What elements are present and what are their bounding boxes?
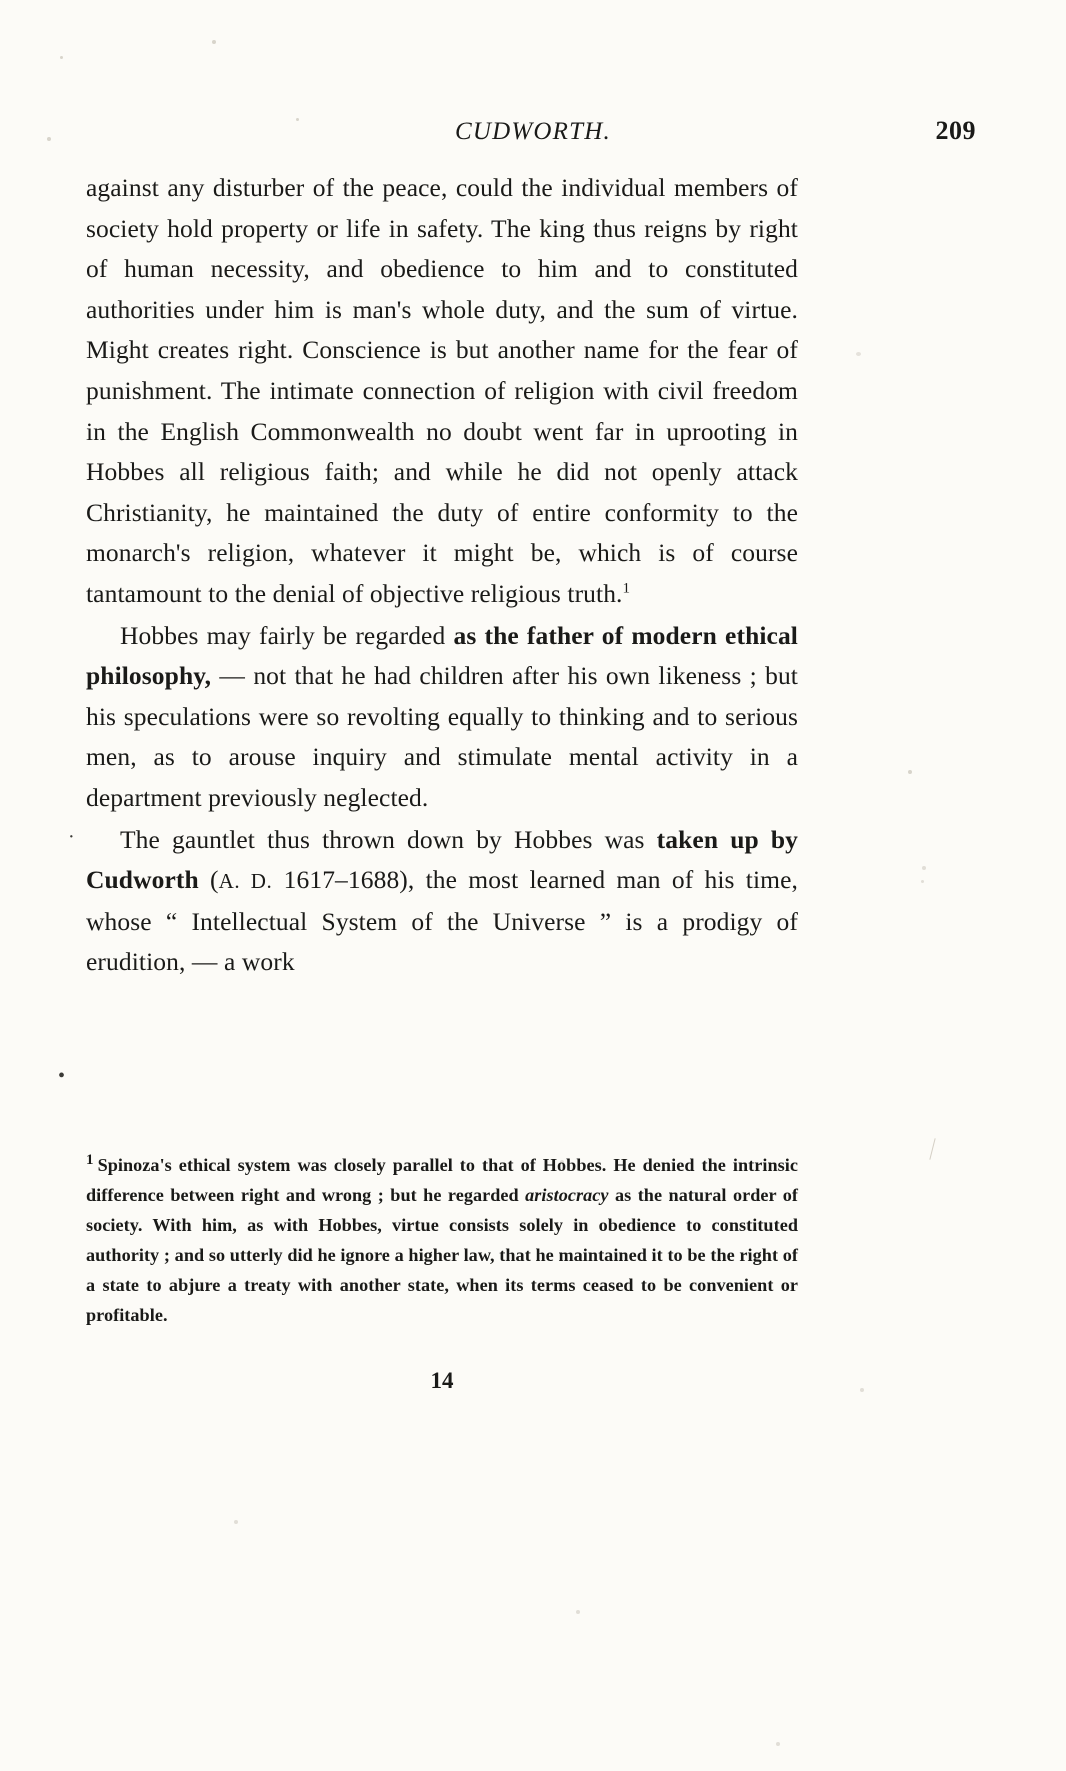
scan-speck bbox=[60, 56, 63, 59]
scan-speck bbox=[860, 1388, 864, 1392]
paragraph-2-bold-a: as the father of bbox=[453, 620, 624, 650]
paragraph-1 bbox=[86, 168, 798, 615]
scan-hairline bbox=[929, 1138, 935, 1160]
scan-speck bbox=[776, 1742, 780, 1746]
footnote-number: 1 bbox=[86, 1151, 94, 1168]
footnote-italic-term: aristocracy bbox=[525, 1185, 609, 1205]
page-number: 209 bbox=[935, 116, 976, 145]
paragraph-2: Hobbes may fairly be regarded as the father of modern ethical philosophy, — not that he had children after his own likeness ; but his speculations were so revolting equally to thinking and to serious men, as to arouse inquiry and stimulate mental activity in a department previously neglected. bbox=[86, 620, 798, 812]
signature-mark: 14 bbox=[430, 1368, 454, 1393]
margin-tick-3: • bbox=[58, 1065, 66, 1087]
paragraph-3-smallcaps: A. D. bbox=[218, 869, 273, 894]
paragraph-3-bold-a: taken up by Cudworth bbox=[86, 824, 798, 895]
scan-speck bbox=[576, 1610, 580, 1614]
scan-speck bbox=[908, 770, 912, 774]
paragraph-1-text: against any disturber of the peace, could the individual members of society hold property or life in safety. The king thus reigns by right of human necessity, and obedience to him and to constituted authorities under him is man's whole duty, and the sum of virtue. Might creates right. Conscience is but another name for the fear of punishment. The intimate connection of religion with civil freedom in the English Commonwealth no doubt went far in uprooting in Hobbes all religious faith; and while he did not openly attack Christianity, he maintained the duty of entire conformity to the monarch's religion, whatever it might be, which is of course tantamount to the denial of objective religious truth. bbox=[86, 173, 798, 608]
paragraph-3: The gauntlet thus thrown down by Hobbes was taken up by Cudworth (A. D. 1617–1688), the most learned man of his time, whose “ Intellectual System of the Universe ” is a prodigy of erudition, — a work bbox=[86, 824, 799, 977]
paragraph-2-bold-b: modern ethical philosophy, bbox=[86, 620, 798, 691]
scan-speck bbox=[234, 1520, 238, 1524]
running-head-title: CUDWORTH. bbox=[455, 118, 611, 145]
scan-speck bbox=[922, 866, 926, 870]
footnote-text-before: Spinoza's ethical system was closely parallel to that of Hobbes. He denied the intrinsic difference between right and wrong ; but he regarded bbox=[86, 1155, 798, 1205]
footnote-reference: 1 bbox=[622, 580, 631, 597]
page-body bbox=[86, 168, 798, 983]
scan-speck bbox=[212, 40, 216, 44]
footnote-text-after: as the natural order of society. With him, as with Hobbes, virtue consists solely in obedience to constituted authority ; and so utterly did he ignore a higher law, that he maintained it to be the right of a state to abjure a treaty with another state, when its terms ceased to be convenient or profitable. bbox=[86, 1185, 798, 1325]
running-head bbox=[0, 118, 1066, 152]
footnote bbox=[86, 1150, 798, 1330]
margin-tick-2: · bbox=[68, 826, 75, 848]
scan-speck bbox=[921, 880, 924, 883]
scan-speck bbox=[856, 352, 861, 356]
